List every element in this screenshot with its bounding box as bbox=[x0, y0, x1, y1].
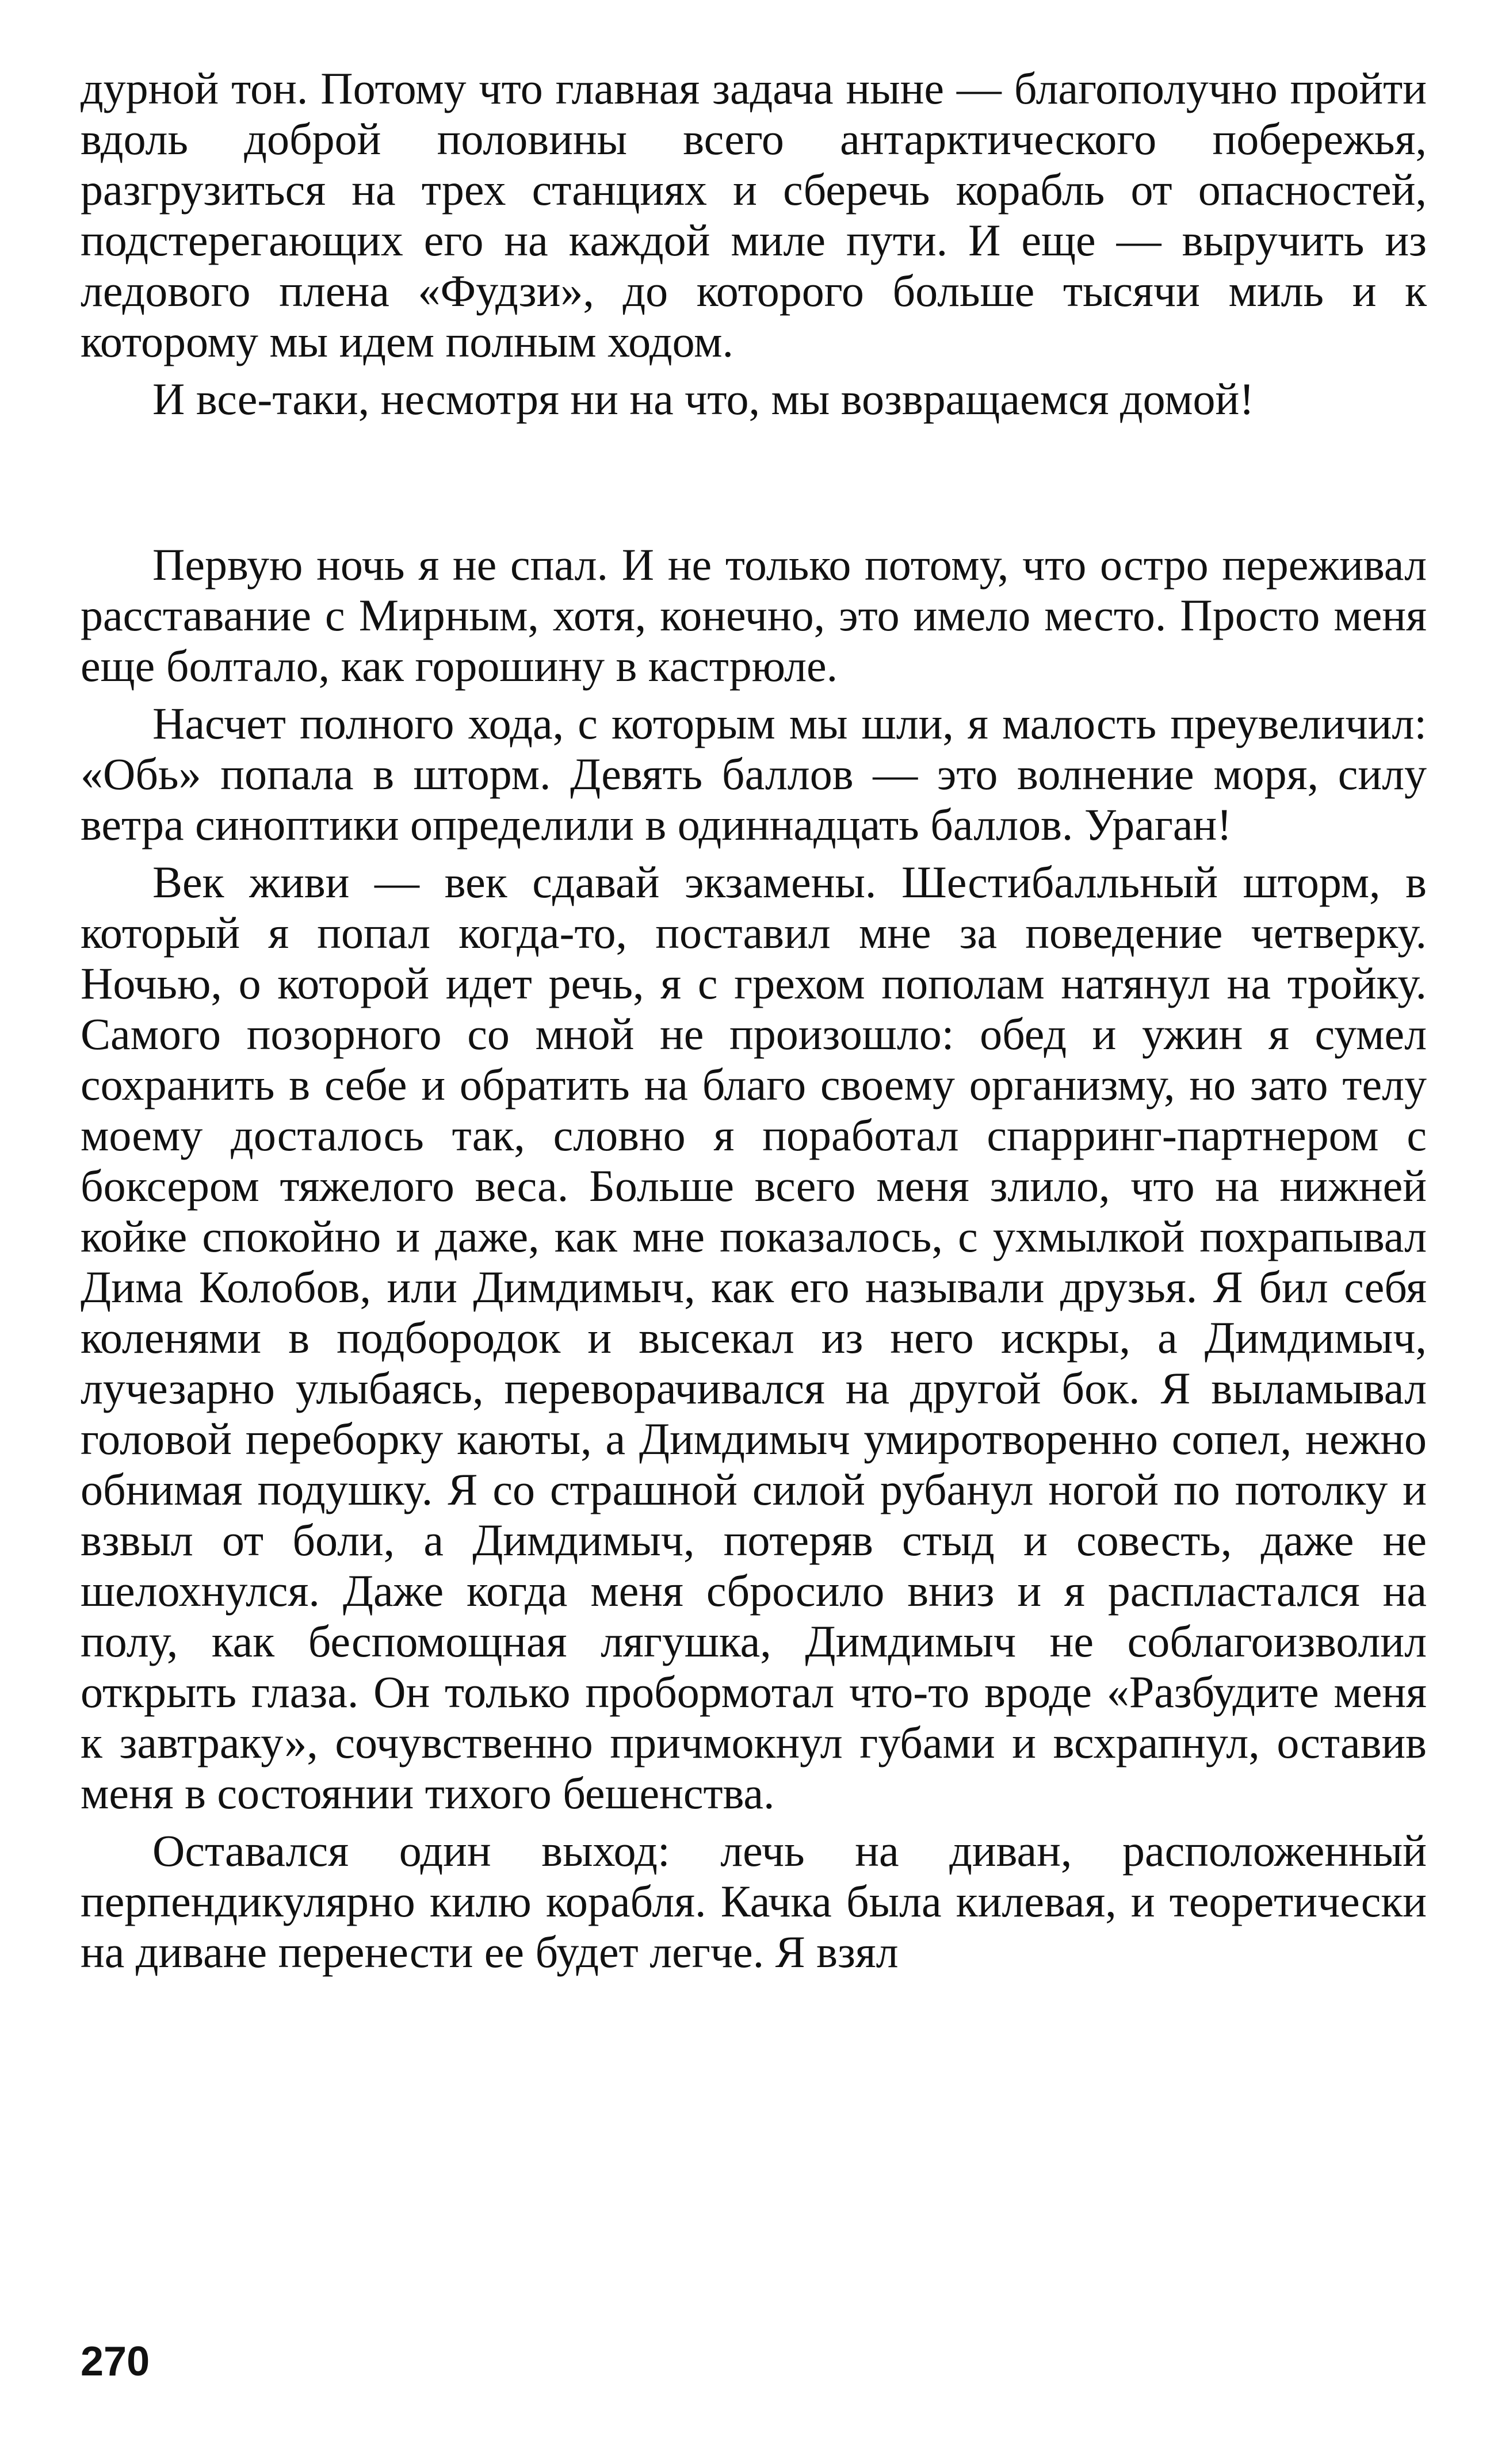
page-text bbox=[81, 63, 1427, 1977]
paragraph-continuation: дурной тон. Потому что главная задача ныне — благополучно пройти вдоль доброй половины всего антарктического побережья, разгрузиться на трех станциях и сберечь корабль от опасностей, подстерегающих его на каждой миле пути. И еще — выручить из ледового плена «Фудзи», до которого больше тысячи миль и к которому мы идем полным ходом. bbox=[81, 63, 1427, 366]
paragraph-storm: Насчет полного хода, с которым мы шли, я малость преувеличил: «Обь» попала в шторм. Девять баллов — это волнение моря, силу ветра синоптики определили в одиннадцать баллов. Ураган! bbox=[81, 698, 1427, 850]
page-number: 270 bbox=[81, 2339, 150, 2385]
paragraph-first-night: Первую ночь я не спал. И не только потому, что остро переживал расставание с Мирным, хотя, конечно, это имело место. Просто меня еще болтало, как горошину в кастрюле. bbox=[81, 540, 1427, 691]
paragraph-exams: Век живи — век сдавай экзамены. Шестибалльный шторм, в который я попал когда-то, поставил мне за поведение четверку. Ночью, о которой идет речь, я с грехом пополам натянул на тройку. Самого позорного со мной не произошло: обед и ужин я сумел сохранить в себе и обратить на благо своему организму, но зато телу моему досталось так, словно я поработал спарринг-партнером с боксером тяжелого веса. Больше всего меня злило, что на нижней койке спокойно и даже, как мне показалось, с ухмылкой похрапывал Дима Колобов, или Димдимыч, как его называли друзья. Я бил себя коленями в подбородок и высекал из него искры, а Димдимыч, лучезарно улыбаясь, переворачивался на другой бок. Я выламывал головой переборку каюты, а Димдимыч умиротворенно сопел, нежно обнимая подушку. Я со страшной силой рубанул ногой по потолку и взвыл от боли, а Димдимыч, потеряв стыд и совесть, даже не шелохнулся. Даже когда меня сбросило вниз и я распластался на полу, как беспомощная лягушка, Димдимыч не соблагоизволил открыть глаза. Он только пробормотал что-то вроде «Разбудите меня к завтраку», сочувственно причмокнул губами и всхрапнул, оставив меня в состоянии тихого бешенства. bbox=[81, 857, 1427, 1818]
section-break bbox=[81, 424, 1427, 540]
paragraph-gap bbox=[81, 850, 1427, 857]
paragraph-gap bbox=[81, 691, 1427, 698]
paragraph-sofa: Оставался один выход: лечь на диван, расположенный перпендикулярно килю корабля. Качка была килевая, и теоретически на диване перенести ее будет легче. Я взял bbox=[81, 1826, 1427, 1977]
paragraph-gap bbox=[81, 367, 1427, 374]
paragraph-gap bbox=[81, 1819, 1427, 1826]
paragraph-going-home: И все-таки, несмотря ни на что, мы возвращаемся домой! bbox=[152, 374, 1255, 424]
